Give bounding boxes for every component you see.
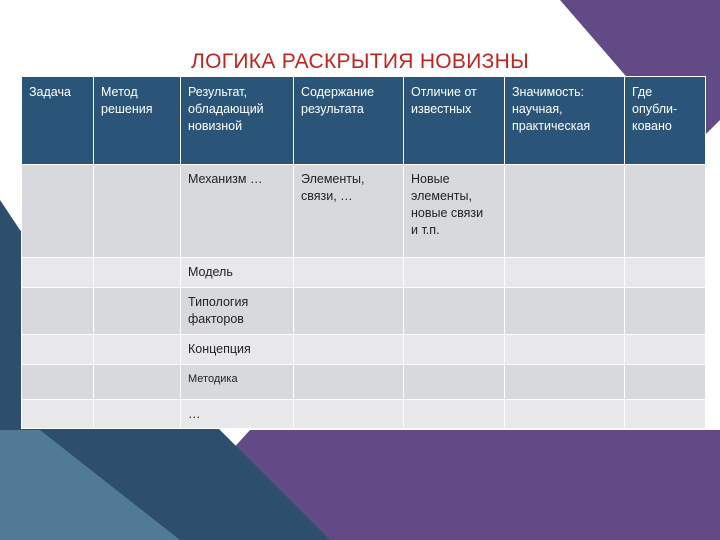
table-cell — [404, 288, 505, 335]
table-row — [22, 258, 706, 288]
table-cell — [505, 334, 625, 364]
table-row — [22, 165, 706, 258]
table-cell — [94, 399, 181, 428]
table-cell — [22, 165, 94, 258]
table-cell — [22, 258, 94, 288]
table-cell — [294, 399, 404, 428]
table-cell — [404, 365, 505, 399]
table-cell — [94, 258, 181, 288]
table-cell — [22, 365, 94, 399]
table-row — [22, 399, 706, 428]
header-method: Метод решения — [94, 77, 181, 165]
table-cell: Новые элементы, новые связи и т.п. — [404, 165, 505, 258]
table-row — [22, 334, 706, 364]
header-content: Содержание результата — [294, 77, 404, 165]
table-cell — [94, 365, 181, 399]
table-cell — [94, 334, 181, 364]
header-difference: Отличие от известных — [404, 77, 505, 165]
table-row — [22, 365, 706, 399]
table-cell: … — [181, 399, 294, 428]
table-cell — [505, 288, 625, 335]
table-cell — [294, 365, 404, 399]
header-significance: Значимость: научная, практическая — [505, 77, 625, 165]
table-cell — [294, 334, 404, 364]
table-cell — [294, 258, 404, 288]
table-cell — [22, 399, 94, 428]
table-cell — [625, 365, 706, 399]
table-cell — [505, 165, 625, 258]
header-row — [22, 77, 706, 165]
table-cell: Механизм … — [181, 165, 294, 258]
table-cell — [404, 399, 505, 428]
novelty-table — [21, 76, 706, 429]
table-cell — [22, 334, 94, 364]
table-cell — [505, 399, 625, 428]
table-cell — [625, 334, 706, 364]
table-cell: Модель — [181, 258, 294, 288]
table-cell — [94, 288, 181, 335]
table-cell — [625, 288, 706, 335]
table-cell — [294, 288, 404, 335]
table-cell — [625, 165, 706, 258]
table-cell — [404, 334, 505, 364]
slide-title: ЛОГИКА РАСКРЫТИЯ НОВИЗНЫ — [191, 50, 529, 73]
table-cell — [625, 258, 706, 288]
table-cell: Элементы, связи, … — [294, 165, 404, 258]
table-cell: Концепция — [181, 334, 294, 364]
table-cell — [94, 165, 181, 258]
table-cell — [404, 258, 505, 288]
table-row — [22, 288, 706, 335]
table-cell — [22, 288, 94, 335]
header-published: Где опубли- ковано — [625, 77, 706, 165]
table-cell — [505, 365, 625, 399]
table-cell: Типология факторов — [181, 288, 294, 335]
header-task: Задача — [22, 77, 94, 165]
table-cell: Методика — [181, 365, 294, 399]
header-result: Результат, обладающий новизной — [181, 77, 294, 165]
table-cell — [505, 258, 625, 288]
table-cell — [625, 399, 706, 428]
